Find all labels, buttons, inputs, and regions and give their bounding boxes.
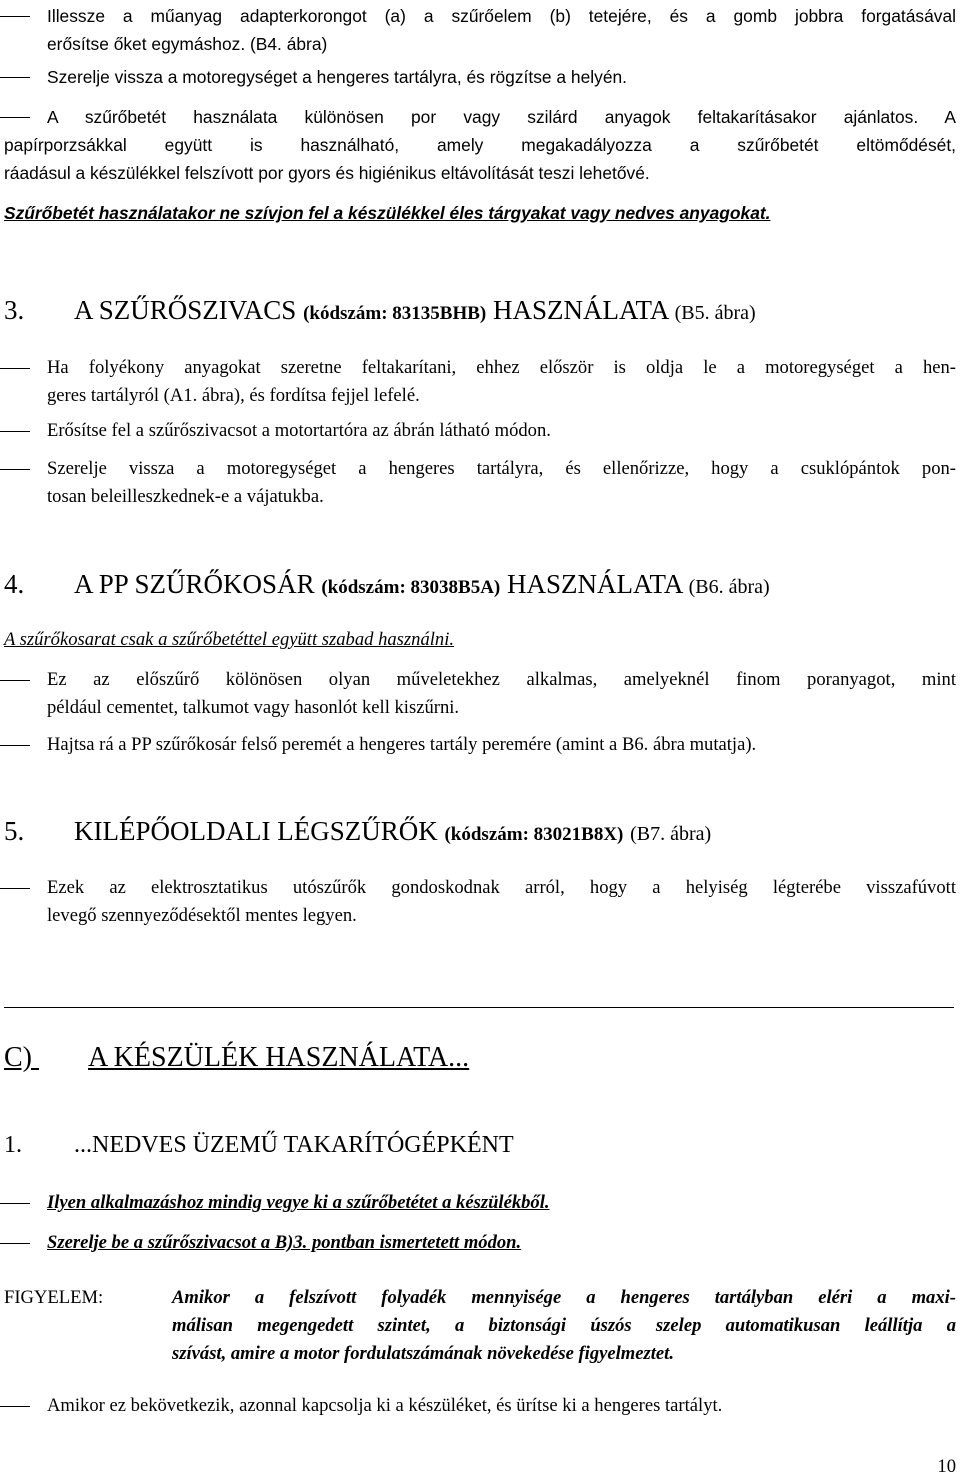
bullet-dash (0, 16, 30, 17)
list-item: Ez az előszűrő kölönösen olyan műveletekhez alkalmas, amelyeknél finom poranyagot, mint például cementet, talkumot vagy hasonlót kell kiszűrni. (47, 669, 956, 718)
warning-text: Szűrőbetét használatakor ne szívjon fel a készülékkel éles tárgyakat vagy nedves anyagokat. (4, 203, 771, 223)
bullet-dash (0, 469, 30, 470)
bullet-dash (0, 1243, 30, 1244)
bullet-dash (0, 1203, 30, 1204)
bullet-dash (0, 745, 30, 746)
bullet-dash (0, 431, 30, 432)
warning-label: FIGYELEM: (4, 1287, 104, 1308)
list-item: Hajtsa rá a PP szűrőkosár felső peremét a hengeres tartály peremére (amint a B6. ábra mutatja). (47, 734, 757, 755)
bullet-dash (0, 117, 30, 118)
note-text: A szűrőkosarat csak a szűrőbetéttel együtt szabad használni. (4, 629, 455, 650)
list-item: Ilyen alkalmazáshoz mindig vegye ki a szűrőbetétet a készülékből. (47, 1192, 550, 1213)
warning-paragraph: Amikor a felszívott folyadék mennyisége a hengeres tartályban eléri a maxi- málisan megengedett szintet, a biztonsági úszós szelep automatikusan leállítja a szívást, amire a motor fordulatszámának növekedése figyelmeztet. (172, 1287, 956, 1364)
subsection-heading: 1. ...NEDVES ÜZEMŰ TAKARÍTÓGÉPKÉNT (4, 1132, 514, 1158)
page-number: 10 (937, 1456, 956, 1477)
list-item: Erősítse fel a szűrőszivacsot a motortartóra az ábrán látható módon. (47, 420, 551, 441)
list-item: Szerelje vissza a motoregységet a hengeres tartályra, és ellenőrizze, hogy a csuklópántok pon- tosan beleilleszkednek-e a vájatukba. (47, 458, 956, 507)
list-item: Ha folyékony anyagokat szeretne feltakarítani, ehhez először is oldja le a motoregységet a hen- geres tartályról (A1. ábra), és fordítsa fejjel lefelé. (47, 357, 956, 406)
list-item: Szerelje vissza a motoregységet a hengeres tartályra, és rögzítse a helyén. (47, 67, 627, 87)
section-heading-4: 4. A PP SZŰRŐKOSÁR (kódszám: 83038B5A) HASZNÁLATA (B6. ábra) (4, 569, 770, 599)
list-item: Amikor ez bekövetkezik, azonnal kapcsolja ki a készüléket, és ürítse ki a hengeres tartályt. (47, 1395, 723, 1416)
section-heading-3: 3. A SZŰRŐSZIVACS (kódszám: 83135BHB) HASZNÁLATA (B5. ábra) (4, 295, 756, 325)
bullet-dash (0, 1406, 30, 1407)
list-item: Illessze a műanyag adapterkorongot (a) a szűrőelem (b) tetejére, és a gomb jobbra forgatásával erősítse őket egymáshoz. (B4. ábra) (47, 6, 956, 54)
list-item: Szerelje be a szűrőszivacsot a B)3. pontban ismertetett módon. (47, 1232, 522, 1253)
divider-line (4, 1007, 954, 1008)
paragraph: papírporzsákkal együtt is használható, amely megakadályozza a szűrőbetét eltömődését, ráadásul a készülékkel felszívott por gyors és higiénikus eltávolítását teszi lehetővé. (4, 135, 956, 183)
section-heading-5: 5. KILÉPŐOLDALI LÉGSZŰRŐK (kódszám: 83021B8X) (B7. ábra) (4, 816, 712, 846)
bullet-dash (0, 77, 30, 78)
bullet-dash (0, 368, 30, 369)
bullet-dash (0, 680, 30, 681)
list-item: Ezek az elektrosztatikus utószűrők gondoskodnak arról, hogy a helyiség légterébe visszafúvott levegő szennyeződésektől mentes legyen. (47, 877, 956, 926)
chapter-heading: C) A KÉSZÜLÉK HASZNÁLATA... (4, 1042, 470, 1073)
bullet-dash (0, 888, 30, 889)
list-item: A szűrőbetét használata különösen por vagy szilárd anyagok feltakarításakor ajánlatos. A (47, 107, 956, 127)
